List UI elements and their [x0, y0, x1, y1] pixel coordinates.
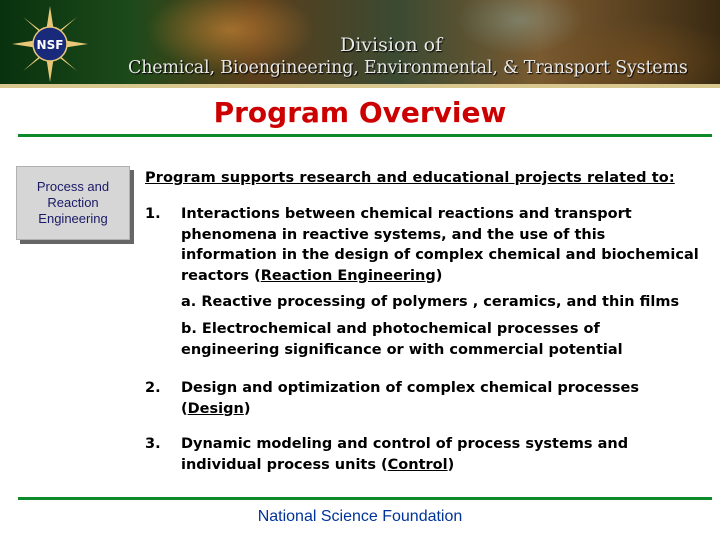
- nsf-logo: [10, 4, 90, 84]
- sub-item: b. Electrochemical and photochemical processes of engineering significance or with commercial potential: [181, 321, 623, 358]
- item-text: Dynamic modeling and control of process systems and individual process units (: [181, 436, 629, 473]
- item-keyword: Control: [387, 456, 448, 473]
- item-suffix: ): [435, 267, 443, 284]
- page-title: Program Overview: [213, 96, 507, 129]
- footer-text: National Science Foundation: [257, 508, 463, 525]
- item-number: 1.: [145, 206, 161, 222]
- item-keyword: Reaction Engineering: [260, 267, 436, 284]
- intro-text: Program supports research and educational projects related to:: [145, 170, 675, 186]
- sub-item: a. Reactive processing of polymers , ceramics, and thin films: [181, 294, 680, 310]
- topic-box: [16, 166, 130, 240]
- item-suffix: ): [243, 400, 251, 417]
- header-banner: [0, 0, 720, 88]
- banner-divider: [0, 84, 720, 88]
- division-title-line1: Division of: [340, 34, 443, 56]
- bottom-rule: [18, 497, 712, 500]
- list-item: [181, 378, 701, 419]
- list-item: [181, 204, 701, 286]
- item-keyword: Design: [187, 400, 244, 417]
- item-number: 3.: [145, 436, 161, 452]
- item-suffix: ): [447, 456, 455, 473]
- division-title-line2: Chemical, Bioengineering, Environmental, & Transport Systems: [128, 58, 688, 78]
- svg-text:NSF: NSF: [36, 38, 64, 52]
- item-text: Interactions between chemical reactions and transport phenomena in reactive systems, and the use of this information in the design of complex chemical and biochemical reactors (: [181, 206, 699, 284]
- item-text: Design and optimization of complex chemical processes (: [181, 380, 639, 417]
- top-rule: [18, 134, 712, 137]
- topic-label: Process and Reaction Engineering: [36, 179, 110, 226]
- item-number: 2.: [145, 380, 161, 396]
- list-item: [181, 434, 701, 475]
